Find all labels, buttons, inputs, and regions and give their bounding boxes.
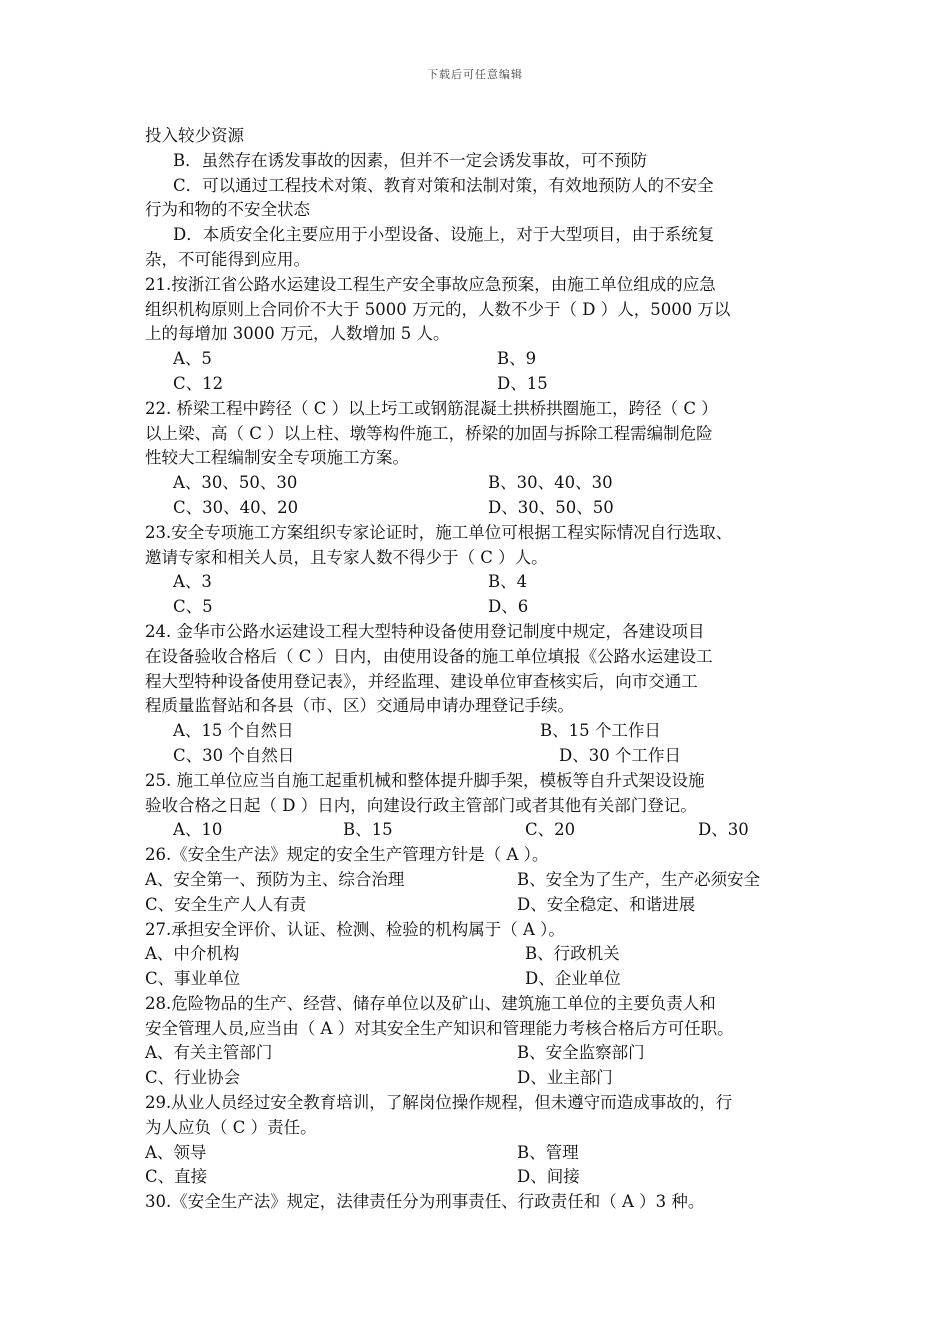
option-text: A、10 [173,820,223,840]
text-line: C．可以通过工程技术对策、教育对策和法制对策，有效地预防人的不安全 [173,175,714,195]
option-text: A、中介机构 [145,944,240,964]
page-header: 下载后可任意编辑 [427,68,523,81]
text-line: 验收合格之日起（ D ）日内，向建设行政主管部门或者其他有关部门登记。 [145,795,697,815]
option-row [145,1066,825,1091]
text-line: 29.从业人员经过安全教育培训，了解岗位操作规程，但未遵守而造成事故的，行 [145,1093,733,1113]
document-body [145,124,825,1215]
text-line: 安全管理人员,应当由（ A ）对其安全生产知识和管理能力考核合格后方可任职。 [145,1018,734,1038]
option-text: D、30 个工作日 [559,745,681,765]
option-text: C、事业单位 [145,969,241,989]
text-line: 25. 施工单位应当自施工起重机械和整体提升脚手架，模板等自升式架设设施 [145,770,705,790]
option-text: B、行政机关 [525,944,620,964]
option-row [145,942,825,967]
option-text: C、20 [525,820,576,840]
text-line: 程质量监督站和各县（市、区）交通局申请办理登记手续。 [145,696,574,716]
option-row [145,719,825,744]
text-line: 26.《安全生产法》规定的安全生产管理方针是（ A ）。 [145,845,549,865]
option-text: C、5 [173,597,213,617]
option-row [145,496,825,521]
option-text: A、3 [173,572,212,592]
option-text: A、15 个自然日 [173,721,294,741]
option-text: A、安全第一、预防为主、综合治理 [145,869,405,889]
text-line: B．虽然存在诱发事故的因素，但并不一定会诱发事故，可不预防 [173,150,648,170]
text-line: 为人应负（ C ）责任。 [145,1117,317,1137]
text-line: 以上梁、高（ C ）以上柱、墩等构件施工，桥梁的加固与拆除工程需编制危险 [145,423,713,443]
text-line: 30.《安全生产法》规定，法律责任分为刑事责任、行政责任和（ A ）3 种。 [145,1192,705,1212]
option-text: B、安全为了生产，生产必须安全 [517,869,761,889]
text-line: 27.承担安全评价、认证、检测、检验的机构属于（ A ）。 [145,919,565,939]
option-row [145,1165,825,1190]
text-line: 性较大工程编制安全专项施工方案。 [145,448,409,468]
text-line: 21.按浙江省公路水运建设工程生产安全事故应急预案，由施工单位组成的应急 [145,274,716,294]
option-text: B、9 [497,349,537,369]
option-row [145,570,825,595]
text-line: 组织机构原则上合同价不大于 5000 万元的，人数不少于（ D ）人，5000 万以 [145,299,731,319]
option-text: D、间接 [517,1167,580,1187]
text-line: 在设备验收合格后（ C ）日内，由使用设备的施工单位填报《公路水运建设工 [145,646,713,666]
text-line: 邀请专家和相关人员，且专家人数不得少于（ C ）人。 [145,547,548,567]
option-text: B、15 [343,820,393,840]
option-row [145,893,825,918]
option-row [145,818,825,843]
option-row [145,744,825,769]
option-row [145,595,825,620]
option-text: D、30 [698,820,749,840]
option-text: A、30、50、30 [173,473,298,493]
option-text: C、直接 [145,1167,208,1187]
option-text: C、30 个自然日 [173,745,295,765]
option-text: A、有关主管部门 [145,1043,273,1063]
option-text: C、行业协会 [145,1068,241,1088]
text-line: 杂，不可能得到应用。 [145,249,310,269]
option-text: D、30、50、50 [488,497,614,517]
text-line: 22. 桥梁工程中跨径（ C ）以上圬工或钢筋混凝土拱桥拱圈施工，跨径（ C ） [145,398,718,418]
option-text: C、30、40、20 [173,497,299,517]
option-text: D、15 [497,373,548,393]
option-text: D、业主部门 [517,1068,613,1088]
text-line: 上的每增加 3000 万元，人数增加 5 人。 [145,324,450,344]
text-line: 行为和物的不安全状态 [145,200,310,220]
option-text: B、管理 [517,1142,579,1162]
option-text: B、15 个工作日 [540,721,661,741]
option-text: D、安全稳定、和谐进展 [517,894,696,914]
option-text: C、安全生产人人有责 [145,894,307,914]
option-row [145,372,825,397]
option-row [145,1041,825,1066]
option-text: A、5 [173,349,212,369]
option-row [145,347,825,372]
option-row [145,471,825,496]
option-text: B、安全监察部门 [517,1043,645,1063]
option-text: C、12 [173,373,224,393]
option-text: D、企业单位 [525,969,621,989]
text-line: 程大型特种设备使用登记表》，并经监理、建设单位审查核实后，向市交通工 [145,671,698,691]
text-line: 投入较少资源 [145,126,244,145]
option-row [145,967,825,992]
option-text: B、4 [488,572,528,592]
option-text: B、30、40、30 [488,473,613,493]
option-row [145,1141,825,1166]
text-line: 23.安全专项施工方案组织专家论证时，施工单位可根据工程实际情况自行选取、 [145,522,733,542]
text-line: 28.危险物品的生产、经营、储存单位以及矿山、建筑施工单位的主要负责人和 [145,993,716,1013]
option-row [145,868,825,893]
text-line: 24. 金华市公路水运建设工程大型特种设备使用登记制度中规定，各建设项目 [145,621,705,641]
option-text: A、领导 [145,1142,207,1162]
text-line: D．本质安全化主要应用于小型设备、设施上，对于大型项目，由于系统复 [173,225,715,245]
option-text: D、6 [488,597,529,617]
